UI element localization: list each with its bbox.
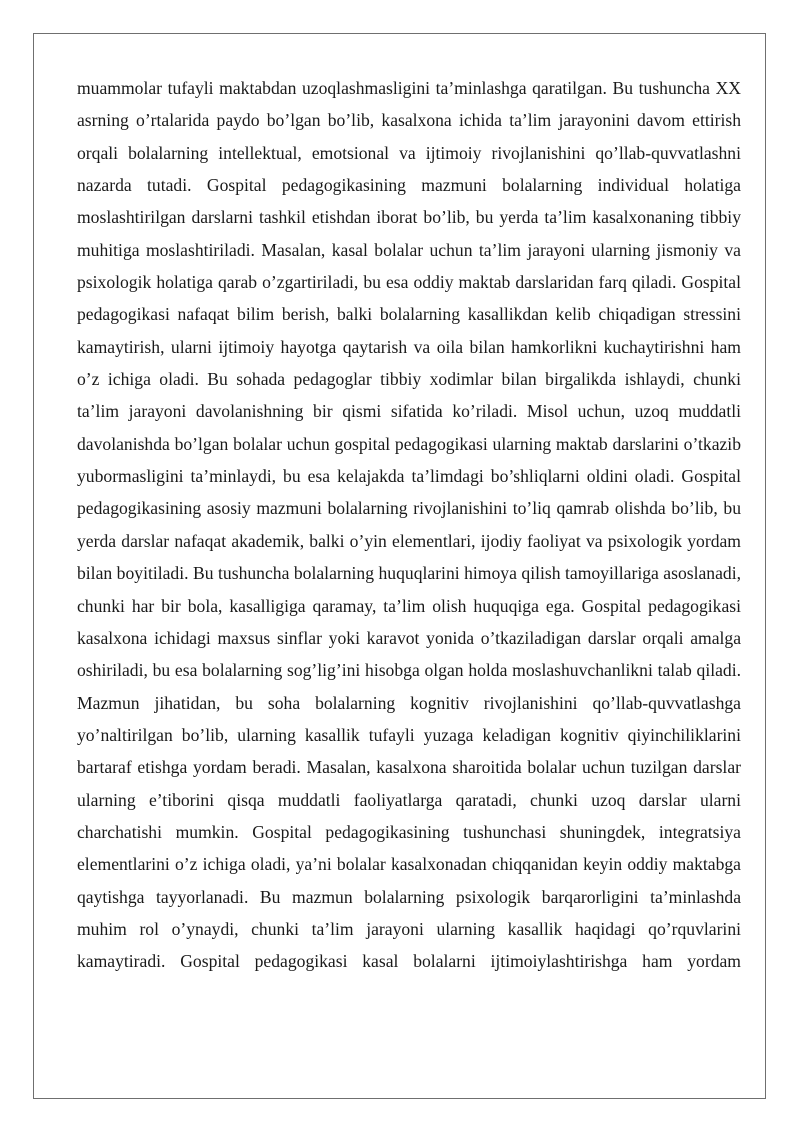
document-body-paragraph: muammolar tufayli maktabdan uzoqlashmasligini ta’minlashga qaratilgan. Bu tushuncha XX asrning o’rtalarida paydo bo’lgan bo’lib, kasalxona ichida ta’lim jarayonini davom ettirish orqali bolalarning intellektual, emotsional va ijtimoiy rivojlanishini qo’llab-quvvatlashni nazarda tutadi. Gospital pedagogikasining mazmuni bolalarning individual holatiga moslashtirilgan darslarni tashkil etishdan iborat bo’lib, bu yerda ta’lim kasalxonaning tibbiy muhitiga moslashtiriladi. Masalan, kasal bolalar uchun ta’lim jarayoni ularning jismoniy va psixologik holatiga qarab o’zgartiriladi, bu esa oddiy maktab darslaridan farq qiladi. Gospital pedagogikasi nafaqat bilim berish, balki bolalarning kasallikdan kelib chiqadigan stressini kamaytirish, ularni ijtimoiy hayotga qaytarish va oila bilan hamkorlikni kuchaytirishni ham o’z ichiga oladi. Bu sohada pedagoglar tibbiy xodimlar bilan birgalikda ishlaydi, chunki ta’lim jarayoni davolanishning bir qismi sifatida ko’riladi. Misol uchun, uzoq muddatli davolanishda bo’lgan bolalar uchun gospital pedagogikasi ularning maktab darslarini o’tkazib yubormasligini ta’minlaydi, bu esa kelajakda ta’limdagi bo’shliqlarni oldini oladi. Gospital pedagogikasining asosiy mazmuni bolalarning rivojlanishini to’liq qamrab olishda bo’lib, bu yerda darslar nafaqat akademik, balki o’yin elementlari, ijodiy faoliyat va psixologik yordam bilan boyitiladi. Bu tushuncha bolalarning huquqlarini himoya qilish tamoyillariga asoslanadi, chunki har bir bola, kasalligiga qaramay, ta’lim olish huquqiga ega. Gospital pedagogikasi kasalxona ichidagi maxsus sinflar yoki karavot yonida o’tkaziladigan darslar orqali amalga oshiriladi, bu esa bolalarning sog’lig’ini hisobga olgan holda moslashuvchanlikni talab qiladi. Mazmun jihatidan, bu soha bolalarning kognitiv rivojlanishini qo’llab-quvvatlashga yo’naltirilgan bo’lib, ularning kasallik tufayli yuzaga keladigan kognitiv qiyinchiliklarini bartaraf etishga yordam beradi. Masalan, kasalxona sharoitida bolalar uchun tuzilgan darslar ularning e’tiborini qisqa muddatli faoliyatlarga qaratadi, chunki uzoq darslar ularni charchatishi mumkin. Gospital pedagogikasining tushunchasi shuningdek, integratsiya elementlarini o’z ichiga oladi, ya’ni bolalar kasalxonadan chiqqanidan keyin oddiy maktabga qaytishga tayyorlanadi. Bu mazmun bolalarning psixologik barqarorligini ta’minlashda muhim rol o’ynaydi, chunki ta’lim jarayoni ularning kasallik haqidagi qo’rquvlarini kamaytiradi. Gospital pedagogikasi kasal bolalarni ijtimoiylashtirishga ham yordam	[77, 78, 741, 972]
